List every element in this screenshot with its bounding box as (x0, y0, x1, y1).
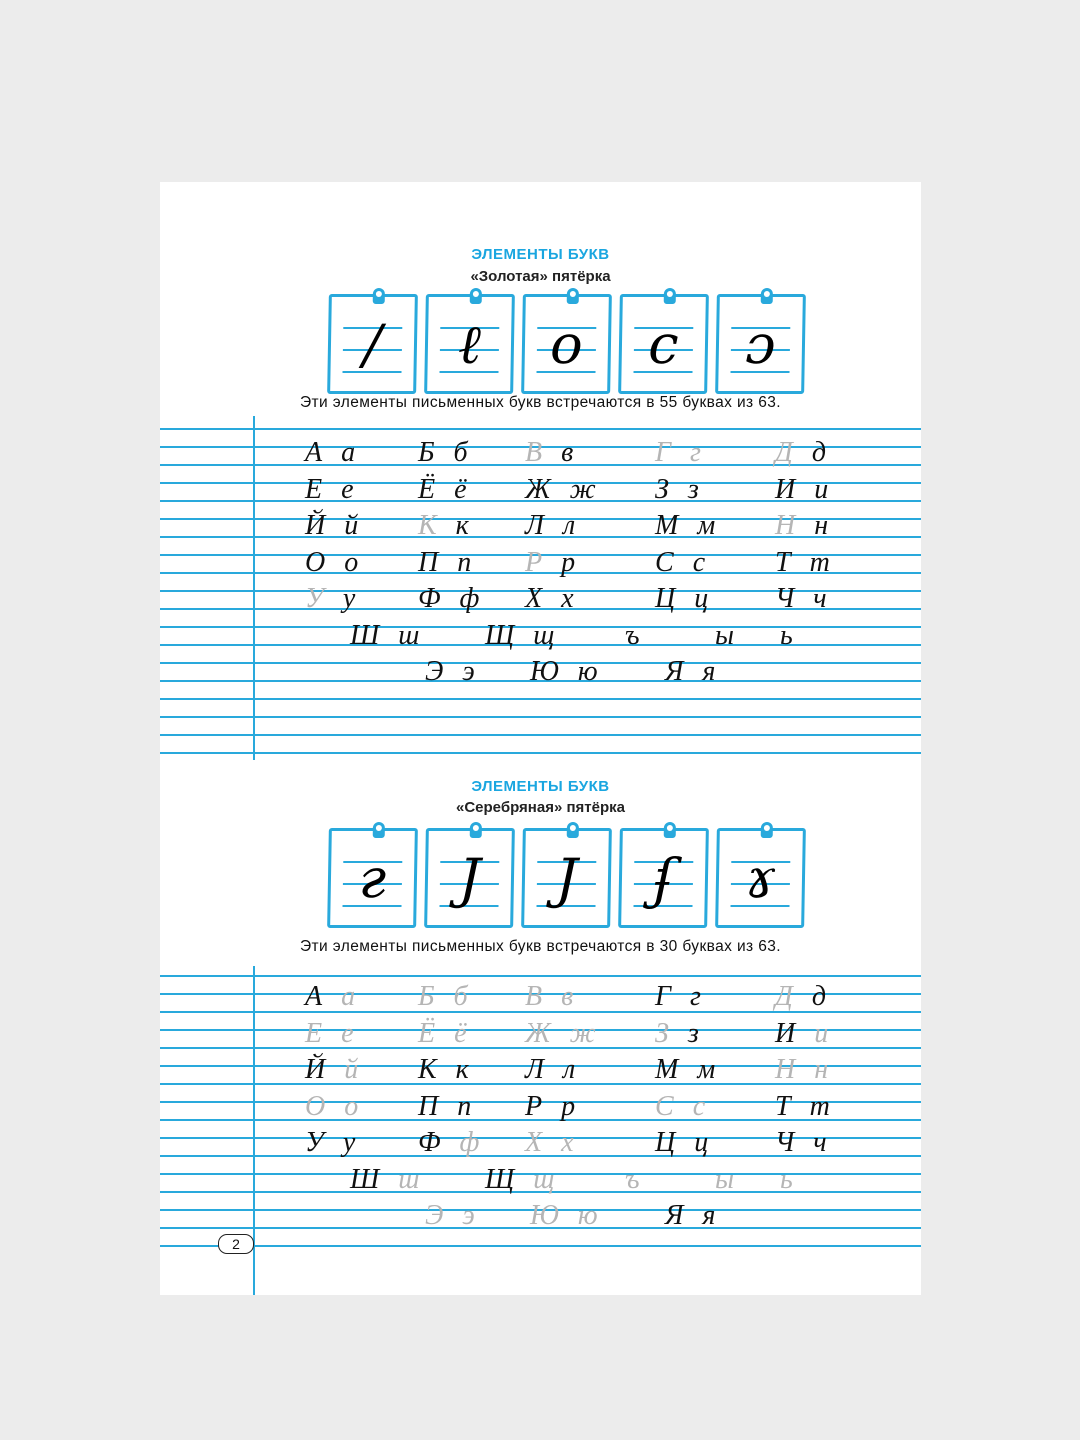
cursive-letter-pair: П п (418, 546, 478, 578)
element-card (715, 294, 806, 394)
section-1-caption: Эти элементы письменных букв встречаются в 55 буквах из 63. (299, 394, 781, 411)
cursive-letter-pair: С с (655, 1090, 712, 1122)
cursive-letter-pair: П п (418, 1090, 478, 1122)
cursive-letter-pair: Я я (665, 656, 722, 687)
element-card (715, 828, 806, 928)
cursive-letter-pair: Г г (655, 981, 707, 1012)
cursive-letter-pair: Й й (305, 510, 365, 541)
cursive-letter-pair: Д д (775, 981, 832, 1012)
cursive-letter-pair: И и (775, 1017, 835, 1049)
cursive-letter-pair: Э э (425, 1200, 481, 1231)
cursive-letter-pair: О о (305, 546, 365, 578)
element-card (327, 294, 418, 394)
section-2-heading: ЭЛЕМЕНТЫ БУКВ (471, 778, 610, 795)
element-card (521, 828, 612, 928)
cursive-letter-pair: Л л (525, 1054, 582, 1085)
letter-element: ɔ (744, 313, 777, 376)
cursive-letter-pair: ь (780, 619, 799, 651)
cursive-letter-pair: Н н (775, 510, 835, 541)
section-2-caption: Эти элементы письменных букв встречаются в 30 буквах из 63. (299, 938, 781, 955)
cursive-letter-pair: Е е (305, 473, 360, 505)
cursive-letter-pair: Ё ё (418, 473, 473, 505)
cursive-letter-pair: И и (775, 473, 835, 505)
cursive-letter-pair: Т т (775, 1090, 836, 1122)
cursive-letter-pair: Ш ш (350, 1163, 426, 1195)
cursive-letter-pair: У у (305, 1127, 362, 1158)
cursive-letter-pair: Ю ю (530, 656, 604, 687)
cursive-letter-pair: Л л (525, 510, 582, 541)
cursive-letter-pair: Ф ф (418, 1127, 486, 1158)
cursive-letter-pair: З з (655, 473, 705, 505)
cursive-letter-pair: Ч ч (775, 583, 833, 614)
element-card (424, 828, 515, 928)
pin-icon (470, 822, 482, 838)
cursive-letter-pair: О о (305, 1090, 365, 1122)
cursive-letter-pair: Г г (655, 437, 707, 468)
cursive-letter-pair: Х х (525, 583, 580, 614)
pin-icon (567, 822, 579, 838)
letter-element: o (549, 313, 584, 376)
cursive-letter-pair: А а (305, 437, 362, 468)
pin-icon (373, 288, 385, 304)
cursive-letter-pair: Ц ц (655, 1127, 715, 1158)
section-1-margin-line (253, 416, 255, 760)
cursive-letter-pair: Р р (525, 1090, 582, 1122)
cursive-letter-pair: Ш ш (350, 619, 426, 651)
pin-icon (664, 288, 676, 304)
cursive-letter-pair: Е е (305, 1017, 360, 1049)
section-1-subheading: «Золотая» пятёрка (470, 268, 611, 285)
letter-element: / (362, 313, 383, 376)
element-card (618, 294, 709, 394)
cursive-letter-pair: Б б (418, 981, 474, 1012)
cursive-letter-pair: Ю ю (530, 1200, 604, 1231)
element-card (618, 828, 709, 928)
pin-icon (664, 822, 676, 838)
cursive-letter-pair: Р р (525, 546, 582, 578)
cursive-letter-pair: Б б (418, 437, 474, 468)
cursive-letter-pair: Я я (665, 1200, 722, 1231)
letter-element: ɤ (744, 847, 777, 910)
cursive-letter-pair: Ф ф (418, 583, 486, 614)
pin-icon (567, 288, 579, 304)
cursive-letter-pair: А а (305, 981, 362, 1012)
letter-element: J (555, 847, 578, 910)
element-card (327, 828, 418, 928)
section-1-heading: ЭЛЕМЕНТЫ БУКВ (471, 246, 610, 263)
pin-icon (373, 822, 385, 838)
cursive-letter-pair: ъ (625, 1163, 646, 1195)
pin-icon (761, 822, 773, 838)
cursive-letter-pair: Й й (305, 1054, 365, 1085)
cursive-letter-pair: Ж ж (525, 1017, 602, 1049)
cursive-letter-pair: ы (715, 619, 740, 651)
pin-icon (761, 288, 773, 304)
cursive-letter-pair: Щ щ (485, 1163, 561, 1195)
cursive-letter-pair: М м (655, 510, 722, 541)
letter-element: c (647, 313, 680, 376)
cursive-letter-pair: В в (525, 437, 580, 468)
section-1-element-cards (328, 294, 808, 400)
cursive-letter-pair: З з (655, 1017, 705, 1049)
cursive-letter-pair: Х х (525, 1127, 580, 1158)
cursive-letter-pair: Ц ц (655, 583, 715, 614)
cursive-letter-pair: В в (525, 981, 580, 1012)
cursive-letter-pair: Ч ч (775, 1127, 833, 1158)
section-2-subheading: «Серебряная» пятёрка (456, 799, 625, 816)
cursive-letter-pair: Н н (775, 1054, 835, 1085)
cursive-letter-pair: ы (715, 1163, 740, 1195)
cursive-letter-pair: К к (418, 1054, 475, 1085)
letter-element: ʄ (652, 847, 675, 910)
cursive-letter-pair: Ё ё (418, 1017, 473, 1049)
letter-element: г (358, 847, 387, 910)
workbook-page (160, 182, 921, 1295)
cursive-letter-pair: М м (655, 1054, 722, 1085)
cursive-letter-pair: С с (655, 546, 712, 578)
cursive-letter-pair: Щ щ (485, 619, 561, 651)
pin-icon (470, 288, 482, 304)
cursive-letter-pair: У у (305, 583, 362, 614)
cursive-letter-pair: Т т (775, 546, 836, 578)
page-number: 2 (218, 1234, 254, 1254)
cursive-letter-pair: Ж ж (525, 473, 602, 505)
cursive-letter-pair: ь (780, 1163, 799, 1195)
element-card (424, 294, 515, 394)
cursive-letter-pair: Э э (425, 656, 481, 687)
cursive-letter-pair: Д д (775, 437, 832, 468)
cursive-letter-pair: ъ (625, 619, 646, 651)
cursive-letter-pair: К к (418, 510, 475, 541)
letter-element: J (458, 847, 481, 910)
element-card (521, 294, 612, 394)
letter-element: ℓ (457, 313, 482, 376)
section-2-element-cards (328, 828, 808, 934)
